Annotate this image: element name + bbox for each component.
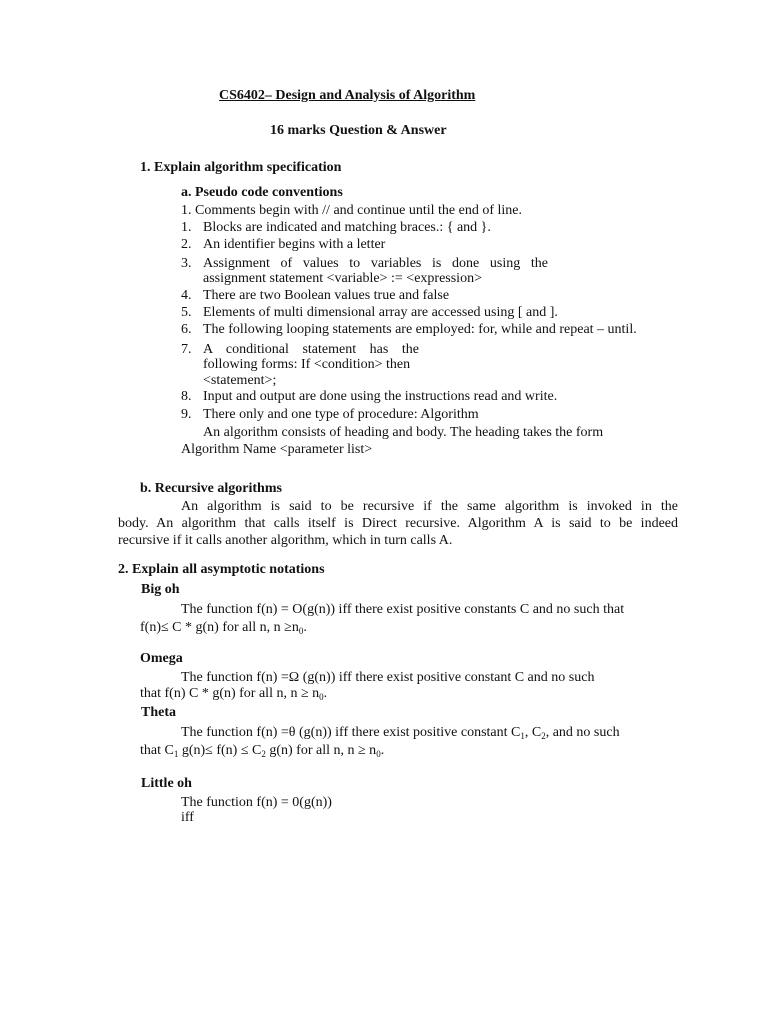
big-oh-label: Big oh [141, 582, 180, 597]
part-a-heading: a. Pseudo code conventions [181, 185, 343, 200]
little-oh-definition: The function f(n) = 0(g(n)) [181, 795, 332, 810]
list-item: 2. An identifier begins with a letter [181, 237, 386, 252]
theta-condition: that $C_1$ $g(n)\le f(n) \le C_2$ g(n) for all n, $n \ge n_0$. [140, 743, 385, 759]
paragraph-line: An algorithm is said to be recursive if the same algorithm is invoked in the [181, 499, 678, 514]
paragraph-line: body. An algorithm that calls itself is Direct recursive. Algorithm A is said to be indeed [118, 516, 678, 531]
theta-label: Theta [141, 705, 176, 720]
list-item: 8. Input and output are done using the instructions read and write. [181, 389, 558, 404]
list-item: 1. Comments begin with // and continue until the end of line. [181, 203, 523, 218]
little-oh-label: Little oh [141, 776, 192, 791]
list-item: 5. Elements of multi dimensional array are accessed using [ and ]. [181, 305, 558, 320]
list-item: 1. Blocks are indicated and matching braces.: { and }. [181, 220, 491, 235]
little-oh-iff: iff [181, 810, 194, 825]
omega-condition: that f(n) C * g(n) for all n, $n \ge n_0$. [140, 686, 328, 702]
page-title: CS6402– Design and Analysis of Algorithm [219, 88, 476, 103]
question-1-heading: 1. Explain algorithm specification [140, 160, 342, 175]
list-item: 4. There are two Boolean values true and false [181, 288, 450, 303]
theta-definition: The function f(n) =θ (g(n)) iff there exist positive constant $C_1$, $C_2$, and no such [181, 725, 620, 741]
paragraph-line: recursive if it calls another algorithm, which in turn calls A. [118, 533, 453, 548]
list-item: 6. The following looping statements are employed: for, while and repeat – until. [181, 322, 637, 337]
omega-definition: The function f(n) =Ω (g(n)) iff there exist positive constant C and no such [181, 670, 595, 685]
big-oh-condition: f(n)≤ C * g(n) for all n, $n \ge n_0$. [140, 620, 307, 636]
big-oh-definition: The function f(n) = O(g(n)) iff there exist positive constants C and no such that [181, 602, 625, 617]
list-item: 9. There only and one type of procedure: Algorithm An algorithm consists of heading and body. The heading takes the form [181, 407, 604, 440]
page-subtitle: 16 marks Question & Answer [270, 123, 447, 138]
algorithm-form: Algorithm Name <parameter list> [181, 442, 373, 457]
part-b-heading: b. Recursive algorithms [140, 481, 282, 496]
question-2-heading: 2. Explain all asymptotic notations [118, 562, 325, 577]
omega-label: Omega [140, 651, 183, 666]
